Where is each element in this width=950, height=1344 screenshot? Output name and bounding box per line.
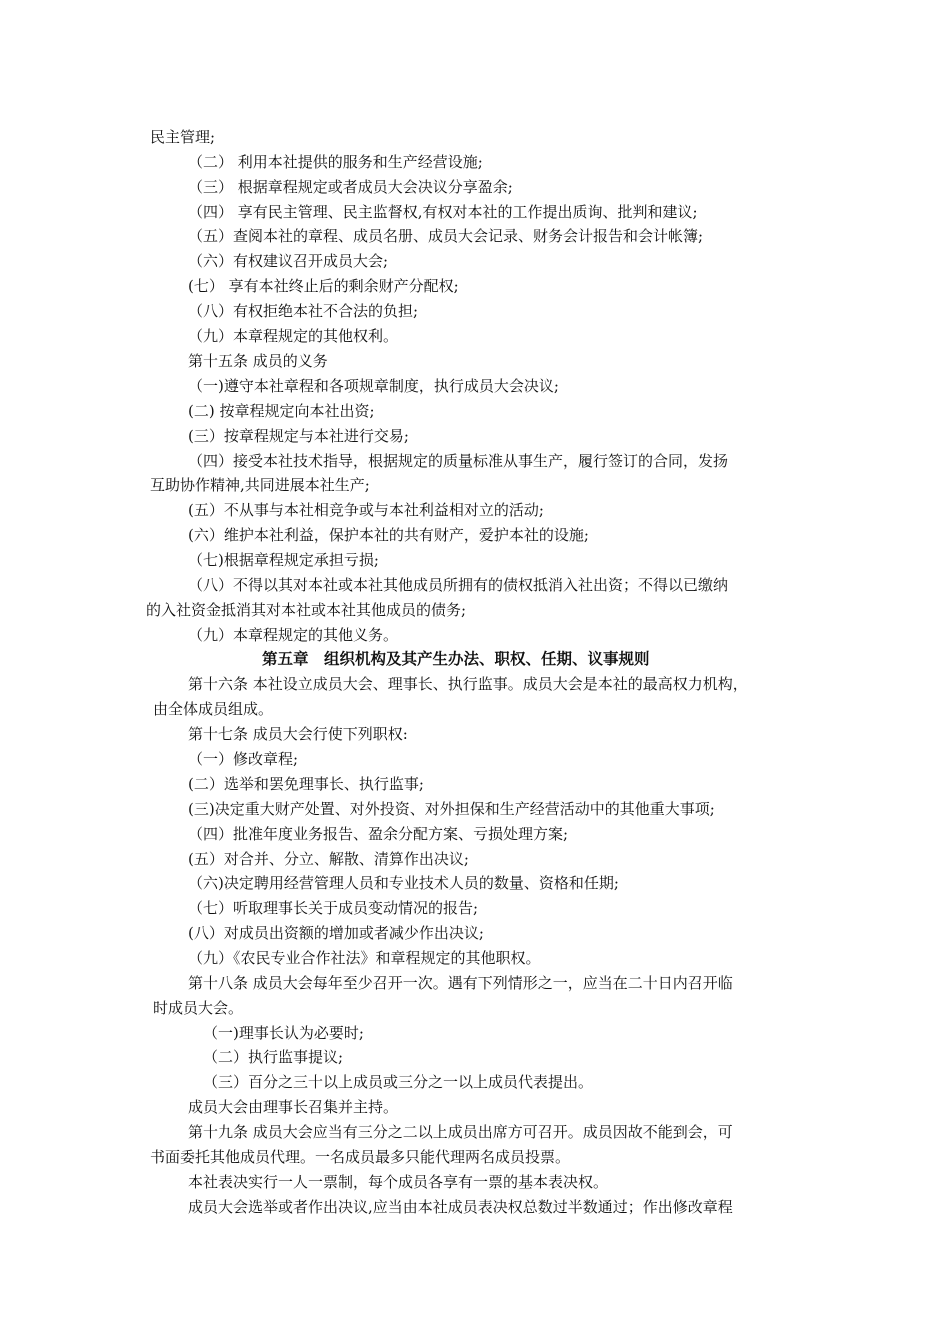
text-line: (六）维护本社利益，保护本社的共有财产，爱护本社的设施; (188, 526, 589, 544)
text-line: 互助协作精神,共同进展本社生产; (150, 476, 370, 494)
text-line: 第十八条 成员大会每年至少召开一次。遇有下列情形之一，应当在二十日内召开临 (188, 974, 733, 992)
text-line: （四） 享有民主管理、民主监督权,有权对本社的工作提出质询、批判和建议; (188, 203, 698, 221)
text-line: 的入社资金抵消其对本社或本社其他成员的债务; (146, 601, 467, 619)
text-line: （三）百分之三十以上成员或三分之一以上成员代表提出。 (203, 1073, 594, 1091)
text-line: (七） 享有本社终止后的剩余财产分配权; (188, 277, 459, 295)
text-line: (三)决定重大财产处置、对外投资、对外担保和生产经营活动中的其他重大事项; (188, 800, 715, 818)
text-line: （八）有权拒绝本社不合法的负担; (188, 302, 419, 320)
text-line: 成员大会由理事长召集并主持。 (188, 1098, 399, 1116)
text-line: （八）不得以其对本社或本社其他成员所拥有的债权抵消入社出资；不得以已缴纳 (188, 576, 729, 594)
text-line: （三） 根据章程规定或者成员大会决议分享盈余; (188, 178, 513, 196)
text-line: 民主管理; (150, 128, 216, 146)
text-line: （九）本章程规定的其他权利。 (188, 327, 399, 345)
text-line: (二）选举和罢免理事长、执行监事; (188, 775, 424, 793)
text-line: 书面委托其他成员代理。一名成员最多只能代理两名成员投票。 (150, 1148, 571, 1166)
text-line: 成员大会选举或者作出决议,应当由本社成员表决权总数过半数通过；作出修改章程 (188, 1198, 733, 1216)
text-line: （二）执行监事提议; (203, 1048, 344, 1066)
text-line: （五）查阅本社的章程、成员名册、成员大会记录、财务会计报告和会计帐簿; (188, 227, 704, 245)
text-line: （二） 利用本社提供的服务和生产经营设施; (188, 153, 483, 171)
text-line: 由全体成员组成。 (153, 700, 274, 718)
text-line: （六）有权建议召开成员大会; (188, 252, 389, 270)
text-line: 时成员大会。 (153, 999, 244, 1017)
text-line: (五）对合并、分立、解散、清算作出决议; (188, 850, 469, 868)
text-line: （一)遵守本社章程和各项规章制度，执行成员大会决议; (188, 377, 559, 395)
chapter-heading: 第五章 组织机构及其产生办法、职权、任期、议事规则 (262, 650, 650, 668)
text-line: (三）按章程规定与本社进行交易; (188, 427, 409, 445)
text-line: （七)根据章程规定承担亏损; (188, 551, 379, 569)
text-line: （九）本章程规定的其他义务。 (188, 626, 399, 644)
text-line: （一）修改章程; (188, 750, 299, 768)
text-line: （九）《农民专业合作社法》和章程规定的其他职权。 (188, 949, 541, 967)
text-line: (二) 按章程规定向本社出资; (188, 402, 375, 420)
text-line: (八）对成员出资额的增加或者减少作出决议; (188, 924, 484, 942)
text-line: 第十六条 本社设立成员大会、理事长、执行监事。成员大会是本社的最高权力机构， (188, 675, 748, 693)
text-line: （四）接受本社技术指导，根据规定的质量标准从事生产，履行签订的合同，发扬 (188, 452, 729, 470)
text-line: 本社表决实行一人一票制，每个成员各享有一票的基本表决权。 (188, 1173, 609, 1191)
article-heading: 第十七条 成员大会行使下列职权: (188, 725, 408, 743)
text-line: 第十九条 成员大会应当有三分之二以上成员出席方可召开。成员因故不能到会，可 (188, 1123, 733, 1141)
text-line: （六)决定聘用经营管理人员和专业技术人员的数量、资格和任期; (188, 874, 619, 892)
article-heading: 第十五条 成员的义务 (188, 352, 328, 370)
text-line: （一)理事长认为必要时; (203, 1024, 364, 1042)
text-line: （七）听取理事长关于成员变动情况的报告; (188, 899, 479, 917)
text-line: （四）批准年度业务报告、盈余分配方案、亏损处理方案; (188, 825, 569, 843)
text-line: (五）不从事与本社相竞争或与本社利益相对立的活动; (188, 501, 544, 519)
